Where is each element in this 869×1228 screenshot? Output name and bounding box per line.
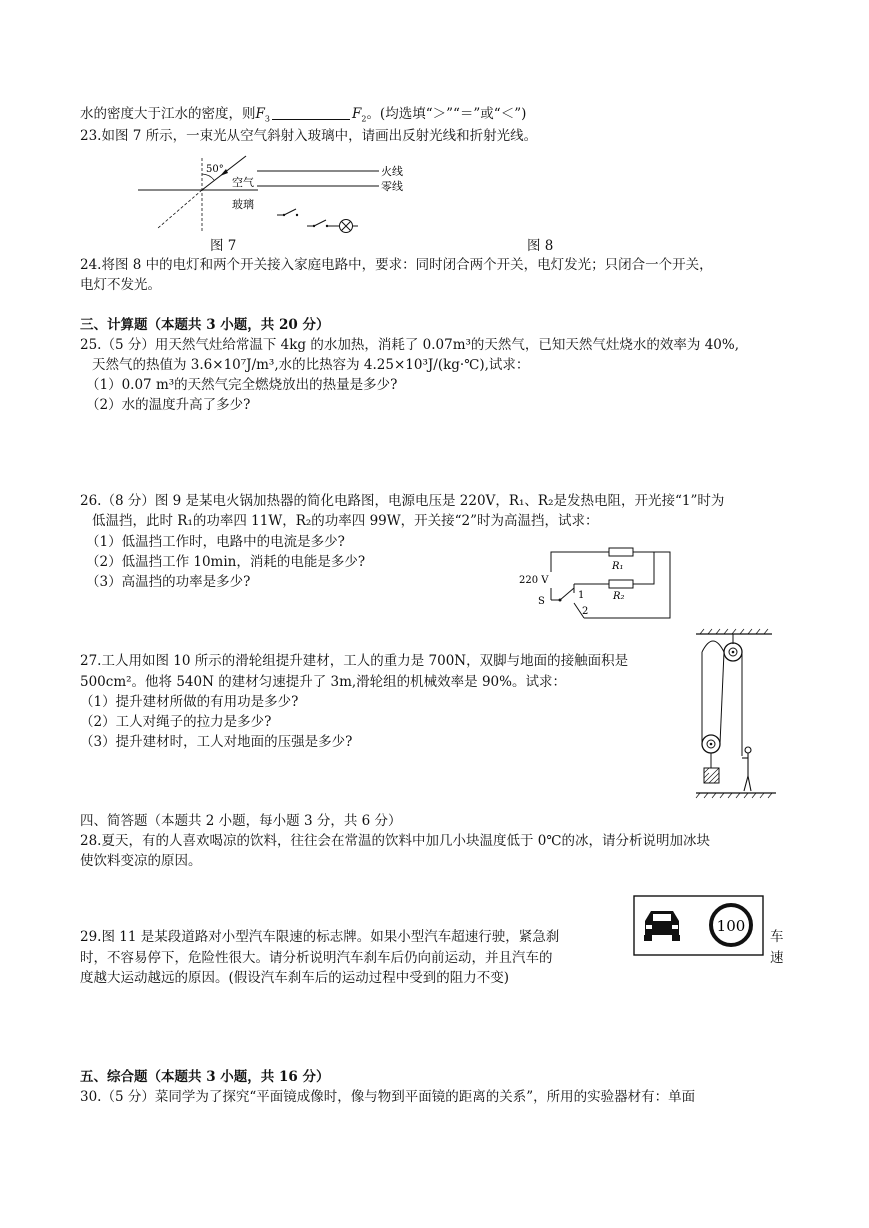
q22-tail: 水的密度大于江水的密度，则$F_3$ $F_2$。(均选填“＞”“＝”或“＜”): [80, 106, 527, 124]
voltage-label: 220 V: [519, 575, 549, 586]
figure-7: [138, 152, 263, 234]
q25-line1: 25.（5 分）用天然气灶给常温下 4kg 的水加热，消耗了 0.07m³的天然气，已知天然气灶烧水的效率为 40%,: [80, 337, 739, 353]
glass-label: 玻璃: [232, 198, 254, 211]
air-label: 空气: [232, 176, 254, 189]
blank-line: [272, 119, 350, 120]
q26-sub2: （2）低温挡工作 10min，消耗的电能是多少?: [86, 554, 366, 570]
q26-line1: 26.（8 分）图 9 是某电火锅加热器的简化电路图，电源电压是 220V，R₁、R₂是发热电阻，开光接“1”时为: [80, 493, 725, 509]
resistor-r1: [609, 548, 633, 556]
q29-line2: 时，不容易停下，危险性很大。请分析说明汽车刹车后仍向前运动，并且汽车的: [80, 950, 553, 966]
neutral-label: 零线: [381, 180, 403, 193]
figure-9: [514, 540, 674, 620]
q27-sub1: （1）提升建材所做的有用功是多少?: [80, 694, 299, 710]
q25-sub1: （1）0.07 m³的天然气完全燃烧放出的热量是多少?: [86, 377, 398, 393]
q25-sub2: （2）水的温度升高了多少?: [86, 397, 251, 413]
speed-value: 100: [716, 917, 746, 935]
extension-line: [158, 190, 202, 228]
q28-line2: 使饮料变凉的原因。: [80, 853, 202, 869]
figure-8-caption: 图 8: [527, 238, 554, 254]
section-3-title: 三、计算题（本题共 3 小题，共 20 分）: [80, 317, 330, 333]
section-5-title: 五、综合题（本题共 3 小题，共 16 分）: [80, 1069, 330, 1085]
angle-label: 50°: [206, 164, 224, 175]
q25-line2: 天然气的热值为 3.6×10⁷J/m³,水的比热容为 4.25×10³J/(kg·℃),试求：: [92, 357, 530, 373]
pos1-label: 1: [578, 590, 585, 601]
q26-sub3: （3）高温挡的功率是多少?: [86, 574, 251, 590]
q27-line2: 500cm²。他将 540N 的建材匀速提升了 3m,滑轮组的机械效率是 90%。试求：: [80, 674, 566, 690]
q24-line2: 电灯不发光。: [80, 277, 161, 293]
q28-line1: 28.夏天，有的人喜欢喝凉的饮料，往往会在常温的饮料中加几小块温度低于 0℃的冰，请分析说明加冰块: [80, 833, 710, 849]
section-4-title: 四、简答题（本题共 2 小题，每小题 3 分，共 6 分）: [80, 813, 402, 829]
switch-icon: [559, 588, 575, 602]
q24-line1: 24.将图 8 中的电灯和两个开关接入家庭电路中，要求：同时闭合两个开关，电灯发光；只闭合一个开关，: [80, 257, 713, 273]
figure-7-caption: 图 7: [210, 238, 237, 254]
q26-line2: 低温挡，此时 R₁的功率四 11W，R₂的功率四 99W，开关接“2”时为高温挡，试求：: [92, 513, 599, 529]
figure-8: [255, 163, 410, 238]
q29-line3: 度越大运动越远的原因。(假设汽车刹车后的运动过程中受到的阻力不变): [80, 970, 510, 986]
r1-label: R₁: [612, 561, 624, 572]
rope-middle: [720, 652, 724, 744]
pos2-label: 2: [582, 606, 589, 617]
figure-10: [688, 628, 780, 803]
q29-line2-end: 速: [770, 950, 784, 966]
switch-2-icon: [307, 220, 339, 227]
circuit-wire-r2: [633, 552, 654, 584]
figure-11: [633, 895, 765, 957]
speed-limit-icon: [711, 905, 751, 945]
q26-sub1: （1）低温挡工作时，电路中的电流是多少?: [86, 534, 345, 550]
q27-sub3: （3）提升建材时，工人对地面的压强是多少?: [80, 734, 353, 750]
worker-icon: [742, 747, 751, 791]
rope-top: [702, 641, 724, 652]
q29-line1-end: 车: [770, 929, 784, 945]
resistor-r2: [609, 580, 633, 588]
lamp-icon: [340, 220, 359, 233]
q29-line1: 29.图 11 是某段道路对小型汽车限速的标志牌。如果小型汽车超速行驶，紧急刹: [80, 929, 560, 945]
q23-text: 23.如图 7 所示，一束光从空气斜射入玻璃中，请画出反射光线和折射光线。: [80, 128, 538, 144]
switch-label: S: [538, 596, 545, 607]
switch-1-icon: [277, 209, 298, 216]
live-label: 火线: [381, 165, 403, 178]
fixed-pulley-icon: [724, 643, 742, 661]
r2-label: R₂: [613, 591, 625, 602]
q30-line1: 30.（5 分）菜同学为了探究“平面镜成像时，像与物到平面镜的距离的关系”，所用的实验器材有：单面: [80, 1089, 696, 1105]
movable-pulley-icon: [702, 735, 720, 753]
q27-sub2: （2）工人对绳子的拉力是多少?: [80, 714, 272, 730]
q27-line1: 27.工人用如图 10 所示的滑轮组提升建材，工人的重力是 700N，双脚与地面的接触面积是: [80, 653, 629, 669]
